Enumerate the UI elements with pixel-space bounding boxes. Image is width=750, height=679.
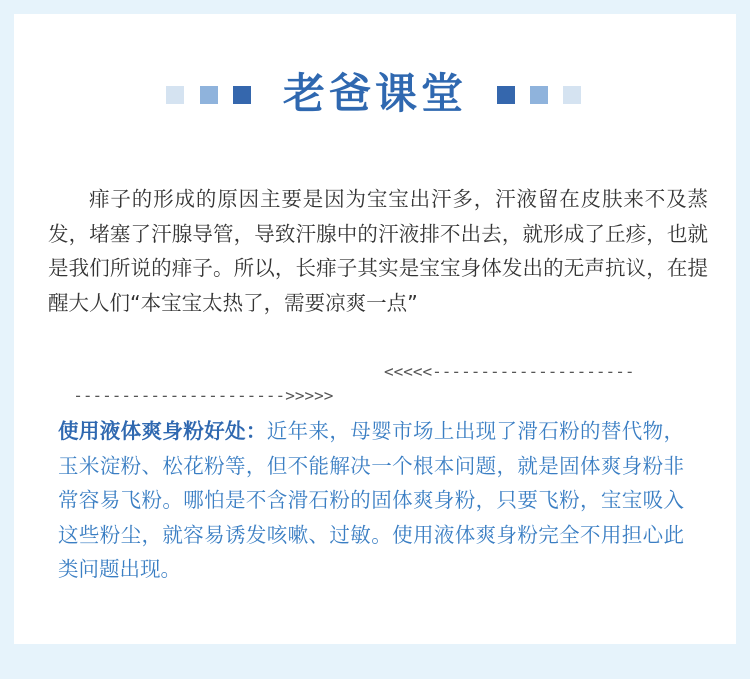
benefit-text: 近年来，母婴市场上出现了滑石粉的替代物，玉米淀粉、松花粉等，但不能解决一个根本问题，就是固体爽身粉非常容易飞粉。哪怕是不含滑石粉的固体爽身粉，只要飞粉，宝宝吸入这些粉尘，就容易诱发咳嗽、过敏。使用液体爽身粉完全不用担心此类问题出现。 — [58, 419, 685, 581]
decor-square-left-1 — [166, 86, 184, 104]
decor-square-left-2 — [200, 86, 218, 104]
decor-square-right-2 — [530, 86, 548, 104]
benefit-label: 使用液体爽身粉好处： — [58, 419, 267, 443]
divider — [54, 360, 704, 405]
divider-right: <<<<<--------------------- — [384, 362, 635, 381]
decor-square-left-3 — [233, 86, 251, 104]
section-header — [0, 62, 750, 126]
decor-square-right-3 — [563, 86, 581, 104]
intro-paragraph: 痱子的形成的原因主要是因为宝宝出汗多，汗液留在皮肤来不及蒸发，堵塞了汗腺导管，导致汗腺中的汗液排不出去，就形成了丘疹，也就是我们所说的痱子。所以，长痱子其实是宝宝身体发出的无声抗议，在提醒大人们“本宝宝太热了，需要凉爽一点” — [48, 187, 708, 315]
divider-left: ---------------------->>>>> — [73, 386, 334, 405]
decor-square-right-1 — [497, 86, 515, 104]
benefit-paragraph — [58, 414, 684, 587]
page-title: 老爸课堂 — [282, 69, 467, 118]
